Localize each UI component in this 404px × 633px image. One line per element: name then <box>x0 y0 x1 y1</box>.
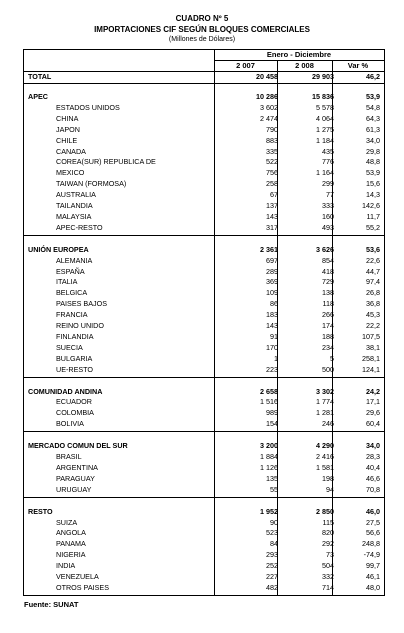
block-separator <box>24 235 384 236</box>
table-row: UE-RESTO 223 500 124,1 <box>56 364 380 374</box>
table-row: FINLANDIA 91 188 107,5 <box>56 331 380 341</box>
table-row: COLOMBIA 989 1 281 29,6 <box>56 408 380 418</box>
data-table <box>23 49 385 596</box>
table-row: ARGENTINA 1 126 1 581 40,4 <box>56 462 380 472</box>
table-units: (Millones de Dólares) <box>168 36 236 43</box>
table-row: BRASIL 1 884 2 416 28,3 <box>56 452 380 461</box>
header-col-var: Var % <box>347 61 369 70</box>
table-row: INDIA 252 504 99,7 <box>56 561 380 571</box>
block-row: UNIÓN EUROPEA 2 361 3 626 53,6 <box>28 244 380 254</box>
table-row: JAPON 790 1 275 61,3 <box>56 124 380 134</box>
table-row: ESPAÑA 289 418 44,7 <box>56 266 380 276</box>
block-separator <box>24 497 384 498</box>
table-number: CUADRO Nº 5 <box>175 14 229 23</box>
table-row: TAILANDIA 137 333 142,6 <box>56 201 380 210</box>
table-row: CHINA 2 474 4 064 64,3 <box>56 113 380 123</box>
table-row: ALEMANIA 697 854 22,6 <box>56 255 380 265</box>
block-row: MERCADO COMUN DEL SUR 3 200 4 290 34,0 <box>28 441 380 451</box>
table-row: SUIZA 90 115 27,5 <box>56 517 380 527</box>
table-title: IMPORTACIONES CIF SEGÚN BLOQUES COMERCIALES <box>94 25 310 34</box>
table-row: FRANCIA 183 266 45,3 <box>56 310 380 320</box>
block-separator <box>24 377 384 378</box>
table-row: SUECIA 170 234 38,1 <box>56 342 380 352</box>
header-col-2008: 2 008 <box>295 61 314 70</box>
table-row: PANAMA 84 292 248,8 <box>56 539 380 549</box>
table-row: AUSTRALIA 67 77 14,3 <box>56 190 380 200</box>
block-row: COMUNIDAD ANDINA 2 658 3 302 24,2 <box>28 386 380 396</box>
header-col-2007: 2 007 <box>236 61 255 70</box>
table-row: ESTADOS UNIDOS 3 602 5 578 54,8 <box>56 102 380 112</box>
table-row: NIGERIA 293 73 -74,9 <box>56 550 380 560</box>
table-row: MEXICO 756 1 164 53,9 <box>56 168 380 178</box>
table-row: BULGARIA 1 5 258,1 <box>56 353 380 363</box>
table-row: APEC-RESTO 317 493 55,2 <box>56 222 380 232</box>
table-row: ECUADOR 1 516 1 774 17,1 <box>56 397 380 407</box>
block-row: RESTO 1 952 2 850 46,0 <box>28 506 380 516</box>
table-row: REINO UNIDO 143 174 22,2 <box>56 321 380 330</box>
table-row: CHILE 883 1 184 34,0 <box>56 135 380 145</box>
table-row: OTROS PAISES 482 714 48,0 <box>56 582 380 592</box>
table-row: BELGICA 109 138 26,8 <box>56 288 380 298</box>
total-row: TOTAL 20 458 29 903 46,2 <box>28 72 380 81</box>
table-row: ITALIA 369 729 97,4 <box>56 277 380 287</box>
block-separator <box>24 431 384 432</box>
table-row: PARAGUAY 135 198 46,6 <box>56 473 380 483</box>
table-row: ANGOLA 523 820 56,6 <box>56 528 380 538</box>
header-period: Enero - Diciembre <box>266 50 332 59</box>
table-row: CANADA 335 435 29,8 <box>56 146 380 156</box>
block-row: APEC 10 286 15 836 53,9 <box>28 92 380 101</box>
table-row: URUGUAY 55 94 70,8 <box>56 484 380 494</box>
table-row: COREA(SUR) REPUBLICA DE 522 776 48,8 <box>56 157 380 167</box>
table-row: VENEZUELA 227 332 46,1 <box>56 572 380 581</box>
table-row: BOLIVIA 154 246 60,4 <box>56 419 380 429</box>
source-note: Fuente: SUNAT <box>24 600 79 609</box>
total-rule <box>24 83 384 84</box>
table-row: PAISES BAJOS 86 118 36,8 <box>56 299 380 309</box>
table-row: TAIWAN (FORMOSA) 258 299 15,6 <box>56 179 380 189</box>
table-row: MALAYSIA 143 160 11,7 <box>56 211 380 221</box>
